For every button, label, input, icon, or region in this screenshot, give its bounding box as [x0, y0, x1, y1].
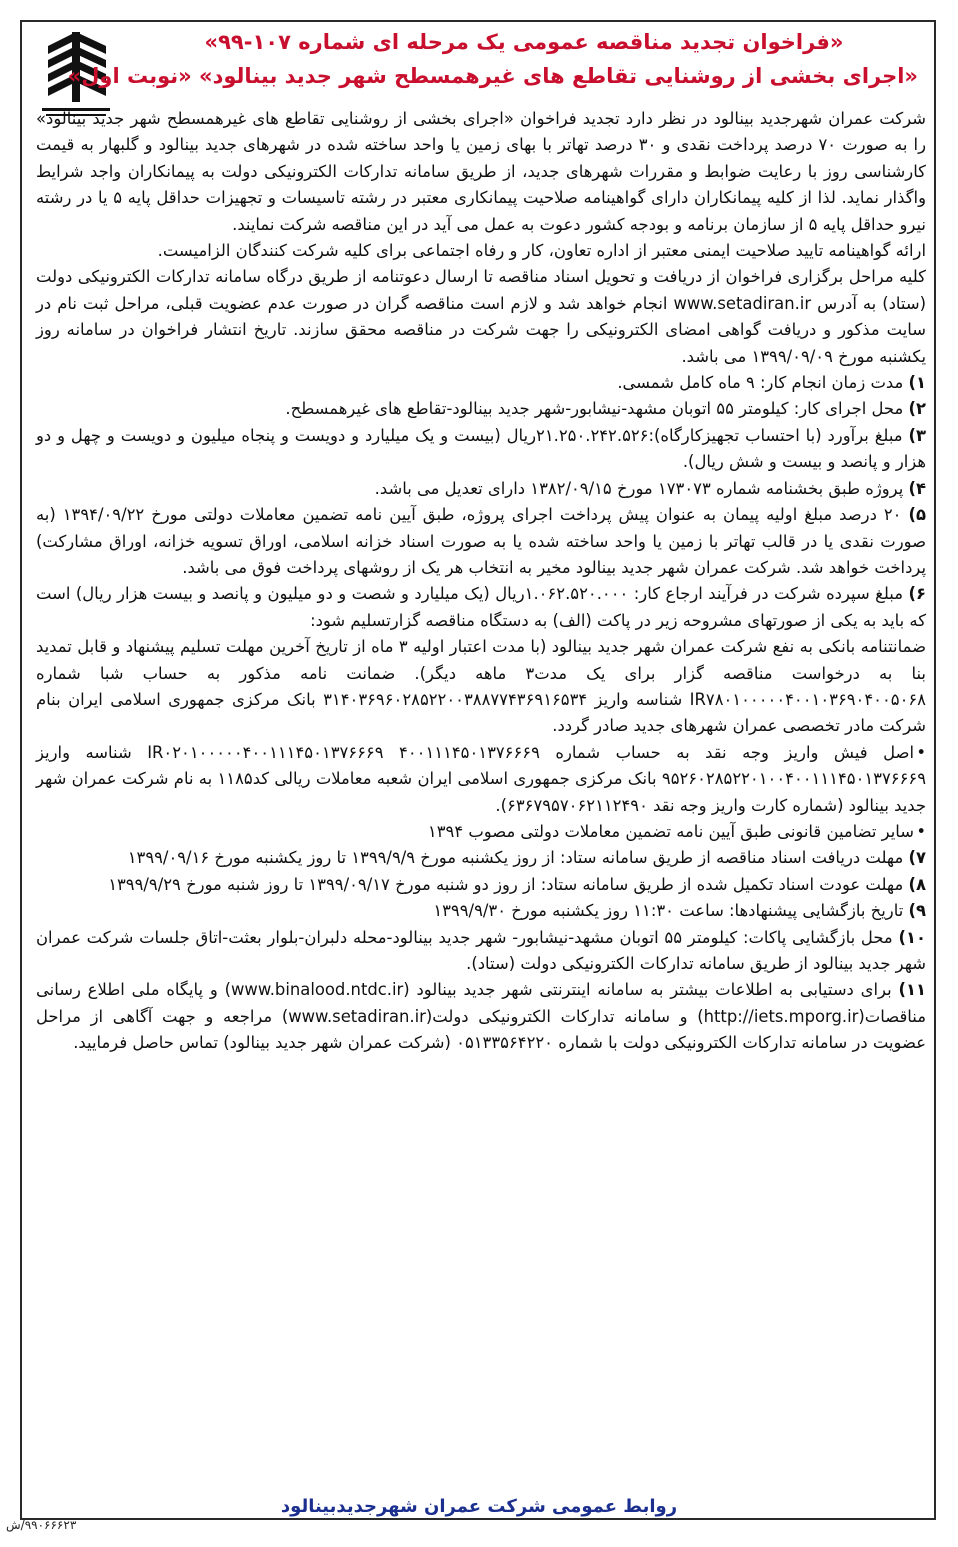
- list-item: ۳) مبلغ برآورد (با احتساب تجهیزکارگاه):۲۱.۲۵۰.۲۴۲.۵۲۶ریال (بیست و یک میلیارد و دویست و پنجاه میلیون و دویست و چهل و دو هزار و پانصد و بیست و شش ریال).: [36, 425, 926, 472]
- ad-code: ۹۹۰۶۶۶۲۳/ش: [6, 1518, 77, 1532]
- notice-body: [36, 106, 926, 1057]
- bullet-item: •سایر تضامین قانونی طبق آیین نامه تضمین معاملات دولتی مصوب ۱۳۹۴: [427, 821, 926, 841]
- list-item: ۱) مدت زمان انجام کار: ۹ ماه کامل شمسی.: [617, 373, 926, 393]
- list-item: ۶) مبلغ سپرده شرکت در فرآیند ارجاع کار: ۱.۰۶۲.۵۲۰.۰۰۰ریال (یک میلیارد و شصت و دو میلیون و پانصد و بیست هزار ریال) است که باید به یکی از صورتهای مشروحه زیر در پاکت (الف) به دستگاه مناقصه گزارتسلیم شود:: [36, 584, 926, 630]
- list-item: ۲) محل اجرای کار: کیلومتر ۵۵ اتوبان مشهد-نیشابور-شهر جدید بینالود-تقاطع های غیرهمسطح.: [285, 399, 926, 419]
- list-item: ۸) مهلت عودت اسناد تکمیل شده از طریق سامانه ستاد: از روز دو شنبه مورخ ۱۳۹۹/۰۹/۱۷ تا روز شنبه مورخ ۱۳۹۹/۹/۲۹: [108, 874, 926, 894]
- list-item: ۷) مهلت دریافت اسناد مناقصه از طریق سامانه ستاد: از روز یکشنبه مورخ ۱۳۹۹/۹/۹ تا روز یکشنبه مورخ ۱۳۹۹/۰۹/۱۶: [127, 848, 926, 868]
- notice-subtitle: «اجرای بخشی از روشنایی تقاطع های غیرهمسطح شهر جدید بینالود» «نوبت اول»: [67, 64, 918, 88]
- guarantee-paragraph: ضمانتنامه بانکی به نفع شرکت عمران شهر جدید بینالود (با مدت اعتبار اولیه ۳ ماه از تاریخ آخرین مهلت تسلیم پیشنهاد و قابل تمدید بنا به درخواست مناقصه گزار برای یک مدت۳ ماهه دیگر). ضمانت نامه مذکور به حساب شبا شماره IR۷۸۰۱۰۰۰۰۰۴۰۰۱۰۳۶۹۰۴۰۰۵۰۶۸ شناسه واریز ۳۱۴۰۳۶۹۶۰۲۸۵۲۲۰۰۳۸۸۷۷۴۳۶۹۱۶۵۳۴ بانک مرکزی جمهوری اسلامی ایران بنام شرکت مادر تخصصی عمران شهرهای جدید صادر گردد.: [36, 637, 926, 736]
- intro-paragraph: شرکت عمران شهرجدید بینالود در نظر دارد تجدید فراخوان «اجرای بخشی از روشنایی تقاطع های غیرهمسطح شهر جدید بینالود» را به صورت ۷۰ درصد پرداخت نقدی و ۳۰ درصد تهاتر با بهای زمین یا واحد ساخته شده در شهرهای جدید بینالود و گلبهار به قیمت کارشناسی روز با رعایت ضوابط و مقررات شهرهای جدید، از طریق سامانه تدارکات الکترونیکی دولت به پیمانکاران واجد شرایط واگذار نماید. لذا از کلیه پیمانکاران دارای گواهینامه صلاحیت پیمانکاری معتبر در رشته تاسیسات و تجهیزات حداقل پایه ۵ یا در رشته نیرو حداقل پایه ۵ از سازمان برنامه و بودجه کشور دعوت به عمل می آید در این مناقصه شرکت نمایند.: [36, 109, 927, 234]
- bullet-item: •اصل فیش واریز وجه نقد به حساب شماره ۴۰۰۱۱۱۴۵۰۱۳۷۶۶۶۹ IR۰۲۰۱۰۰۰۰۰۴۰۰۱۱۱۴۵۰۱۳۷۶۶۶۹ شناسه واریز ۹۵۲۶۰۲۸۵۲۲۰۱۰۰۴۰۰۱۱۱۴۵۰۱۳۷۶۶۶۹ بانک مرکزی جمهوری اسلامی ایران شعبه معاملات ریالی کد۱۱۸۵ به نام شرکت عمران شهر جدید بینالود (شماره کارت واریز وجه نقد ۶۳۶۷۹۵۷۰۶۲۱۱۲۴۹۰).: [36, 742, 927, 815]
- list-item: ۱۱) برای دستیابی به اطلاعات بیشتر به سامانه اینترنتی شهر جدید بینالود (www.binalood.ntdc.ir) و پایگاه ملی اطلاع رسانی مناقصات(http://iets.mporg.ir) و سامانه تدارکات الکترونیکی دولت(www.setadiran.ir) مراجعه و جهت آگاهی از مراحل عضویت در سامانه تدارکات الکترونیکی دولت با شماره ۰۵۱۳۳۵۶۴۲۲۰ (شرکت عمران شهر جدید بینالود) تماس حاصل فرمایید.: [36, 980, 926, 1053]
- notice-title: «فراخوان تجدید مناقصه عمومی یک مرحله ای شماره ۱۰۷-۹۹»: [204, 30, 844, 54]
- list-item: ۵) ۲۰ درصد مبلغ اولیه پیمان به عنوان پیش پرداخت اجرای پروژه، طبق آیین نامه تضمین معاملات دولتی مورخ ۱۳۹۴/۰۹/۲۲ (به صورت نقدی یا در قالب تهاتر با زمین یا واحد ساخته شده یا به صورت اسناد خزانه اسلامی، اوراق تسویه خزانه، اوراق مشارکت) پرداخت خواهد شد. شرکت عمران شهر جدید بینالود مخیر به انتخاب هر یک از روشهای پرداخت فوق می باشد.: [36, 505, 926, 577]
- list-item: ۹) تاریخ بازگشایی پیشنهادها: ساعت ۱۱:۳۰ روز یکشنبه مورخ ۱۳۹۹/۹/۳۰: [433, 901, 926, 921]
- list-item: ۱۰) محل بازگشایی پاکات: کیلومتر ۵۵ اتوبان مشهد-نیشابور- شهر جدید بینالود-محله دلبران-بلوار بعثت-اتاق جلسات شرکت عمران شهر جدید بینالود از طریق سامانه تدارکات الکترونیکی دولت (ستاد).: [36, 927, 926, 973]
- list-item: ۴) پروژه طبق بخشنامه شماره ۱۷۳۰۷۳ مورخ ۱۳۸۲/۰۹/۱۵ دارای تعدیل می باشد.: [374, 478, 926, 498]
- process-paragraph: کلیه مراحل برگزاری فراخوان از دریافت و تحویل اسناد مناقصه تا ارسال دعوتنامه از طریق درگاه سامانه تدارکات الکترونیکی دولت (ستاد) به آدرس www.setadiran.ir انجام خواهد شد و لازم است مناقصه گران در صورت عدم عضویت قبلی، مراحل ثبت نام در سایت مذکور و دریافت گواهی امضای الکترونیکی را جهت شرکت در مناقصه محقق سازند. تاریخ انتشار فراخوان در سامانه روز یکشنبه مورخ ۱۳۹۹/۰۹/۰۹ می باشد.: [36, 267, 926, 366]
- publisher-signature: روابط عمومی شرکت عمران شهرجدیدبینالود: [280, 1496, 678, 1517]
- safety-paragraph: ارائه گواهینامه تایید صلاحیت ایمنی معتبر از اداره تعاون، کار و رفاه اجتماعی برای کلیه شرکت کنندگان الزامیست.: [157, 241, 926, 261]
